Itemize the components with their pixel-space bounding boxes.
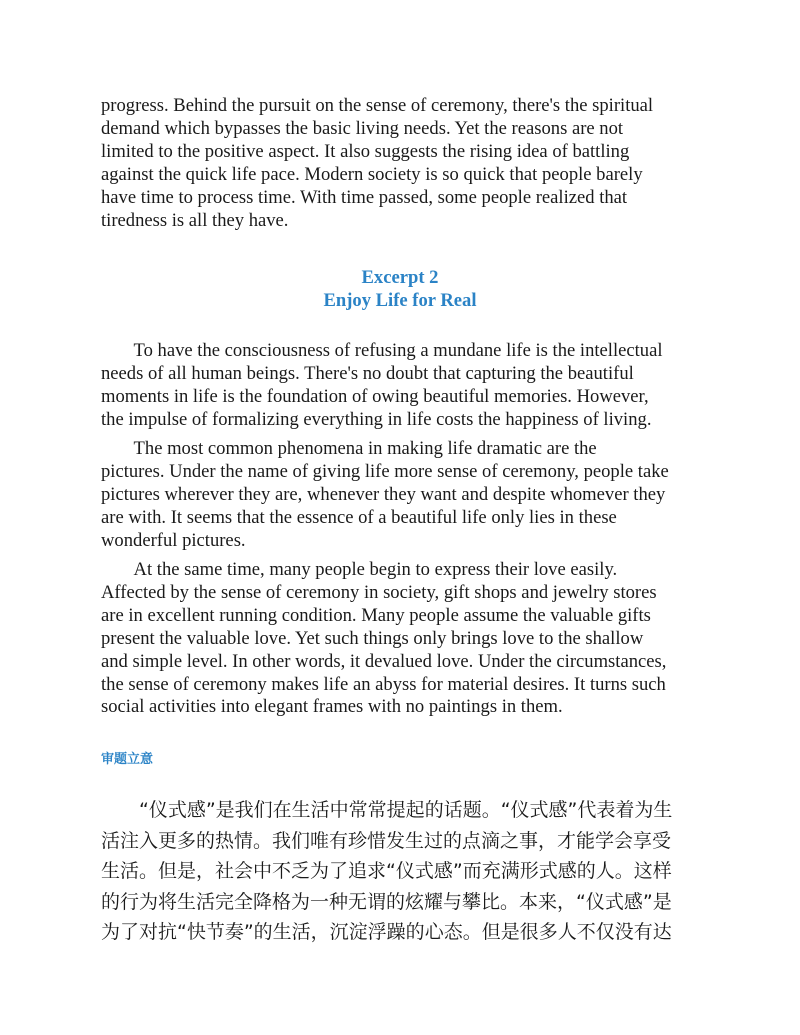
- text-line: present the valuable love. Yet such things only brings love to the shallow: [101, 627, 644, 649]
- text-line: demand which bypasses the basic living needs. Yet the reasons are not: [101, 117, 624, 139]
- text-line: the impulse of formalizing everything in life costs the happiness of living.: [101, 408, 652, 430]
- text-line: 生活。但是，社会中不乏为了追求“仪式感”而充满形式感的人。这样: [101, 860, 672, 882]
- text-line: The most common phenomena in making life dramatic are the: [101, 438, 597, 459]
- paragraph-1: [101, 95, 711, 232]
- text-line: the sense of ceremony makes life an abyss for material desires. It turns such: [101, 673, 666, 695]
- text-line: and simple level. In other words, it devalued love. Under the circumstances,: [101, 650, 667, 672]
- section-label: 审题立意: [101, 752, 154, 767]
- text-line: 为了对抗“快节奏”的生活，沉淀浮躁的心态。但是很多人不仅没有达: [101, 921, 672, 943]
- text-line: progress. Behind the pursuit on the sense of ceremony, there's the spiritual: [101, 95, 654, 116]
- paragraph-2: [101, 340, 711, 432]
- text-line: At the same time, many people begin to express their love easily.: [101, 559, 618, 580]
- text-line: To have the consciousness of refusing a mundane life is the intellectual: [101, 340, 663, 361]
- text-line: against the quick life pace. Modern society is so quick that people barely: [101, 163, 643, 185]
- text-line: Affected by the sense of ceremony in society, gift shops and jewelry stores: [101, 581, 657, 603]
- text-line: tiredness is all they have.: [101, 209, 289, 231]
- text-line: pictures wherever they are, whenever they want and despite whomever they: [101, 483, 666, 505]
- text-line: limited to the positive aspect. It also suggests the rising idea of battling: [101, 140, 630, 162]
- text-line: pictures. Under the name of giving life more sense of ceremony, people take: [101, 460, 669, 482]
- text-line: 活注入更多的热情。我们唯有珍惜发生过的点滴之事，才能学会享受: [101, 829, 672, 852]
- excerpt-label: Excerpt 2: [361, 267, 439, 288]
- text-line: are with. It seems that the essence of a beautiful life only lies in these: [101, 506, 617, 528]
- paragraph-4: [101, 559, 711, 719]
- text-line: moments in life is the foundation of owing beautiful memories. However,: [101, 385, 649, 407]
- text-line: 的行为将生活完全降格为一种无谓的炫耀与攀比。本来，“仪式感”是: [101, 890, 672, 913]
- paragraph-3: [101, 438, 711, 553]
- text-line: needs of all human beings. There's no doubt that capturing the beautiful: [101, 362, 634, 384]
- text-line: social activities into elegant frames with no paintings in them.: [101, 696, 563, 718]
- text-line: have time to process time. With time passed, some people realized that: [101, 186, 628, 208]
- text-line: are in excellent running condition. Many people assume the valuable gifts: [101, 604, 651, 626]
- text-line: wonderful pictures.: [101, 529, 246, 551]
- excerpt-title: Enjoy Life for Real: [323, 290, 477, 311]
- text-line: “仪式感”是我们在生活中常常提起的话题。“仪式感”代表着为生: [101, 799, 673, 821]
- chinese-paragraph: [101, 795, 711, 948]
